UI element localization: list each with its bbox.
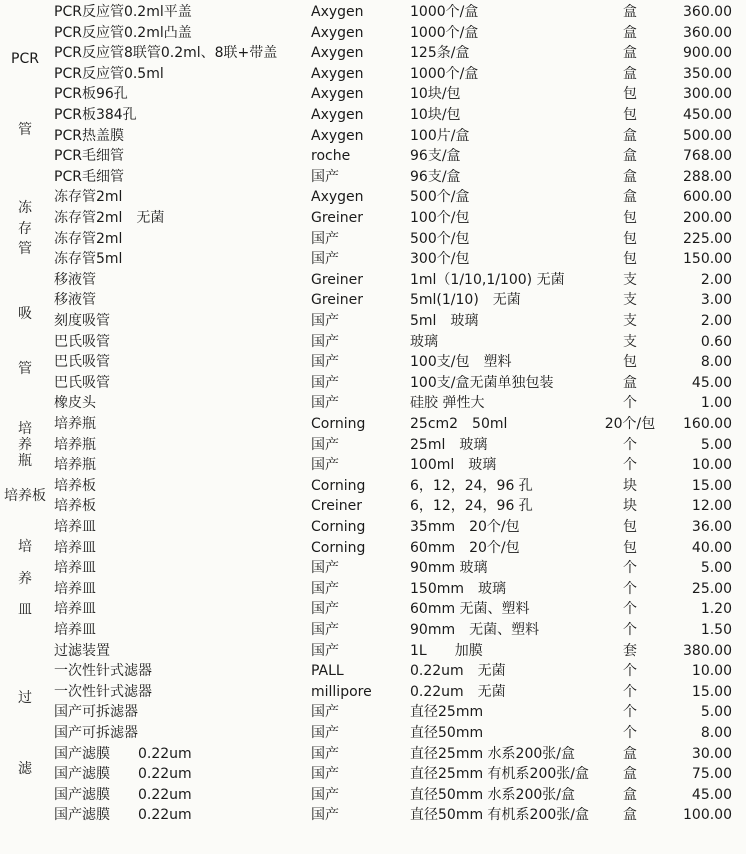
price: 36.00 [691,519,732,535]
spec: 300个/包 [410,251,470,268]
unit: 包 [623,86,637,103]
brand: 国产 [311,622,339,638]
unit: 盒 [623,168,637,185]
spec: 25cm2 50ml [410,416,508,432]
category-char: PCR [11,51,39,68]
brand: Corning [311,477,366,494]
spec: 直径50mm 有机系200张/盒 [410,807,589,824]
unit: 盒 [623,4,637,20]
product-name: 培养板 [54,477,96,494]
brand: 国产 [311,333,339,350]
price: 300.00 [683,86,732,103]
unit: 个 [623,704,637,721]
table-row [0,496,746,517]
unit: 包 [623,539,637,556]
product-name: 冻存管5ml [54,251,123,268]
unit: 块 [623,498,637,515]
category-char: 培养板 [4,488,46,505]
product-name: PCR反应管0.2ml平盖 [54,4,192,20]
spec: 60mm 无菌、塑料 [410,601,530,618]
product-name: 培养皿 [54,622,96,638]
spec: 90mm 无菌、塑料 [410,622,540,638]
product-name: 移液管 [54,271,96,288]
brand: Axygen [311,107,364,123]
table-row [0,126,746,147]
brand: Axygen [311,4,364,20]
unit: 盒 [623,127,637,144]
product-name: 一次性针式滤器 [54,683,152,700]
product-name: 培养板 [54,498,96,515]
table-row [0,702,746,723]
price: 900.00 [683,45,732,62]
product-name: 巴氏吸管 [54,333,110,350]
spec: 1L 加膜 [410,642,483,659]
spec: 直径50mm [410,725,484,741]
unit: 20个/包 [604,416,656,432]
table-row [0,435,746,456]
spec: 100片/盒 [410,127,470,144]
brand: Greiner [311,271,364,288]
brand: 国产 [311,766,339,783]
product-name: 冻存管2ml [54,230,123,247]
price: 15.00 [691,683,732,700]
spec: 0.22um 无菌 [410,663,506,680]
brand: 国产 [311,580,339,597]
product-name: 国产滤膜 0.22um [54,766,192,783]
product-name: 培养皿 [54,580,96,597]
spec: 125条/盒 [410,45,470,62]
table-row [0,579,746,600]
brand: Creiner [311,498,362,515]
unit: 个 [623,601,637,618]
category-char: 管 [18,241,32,258]
price: 350.00 [683,65,732,82]
spec: 5ml(1/10) 无菌 [410,292,521,309]
category-char: 滤 [18,760,32,777]
price: 10.00 [691,457,732,474]
category-char: 培 [18,539,32,556]
brand: Corning [311,519,366,535]
product-name: 培养皿 [54,539,96,556]
brand: millipore [311,683,372,700]
table-row [0,476,746,497]
price: 360.00 [683,24,732,41]
spec: 直径25mm 有机系200张/盒 [410,766,589,783]
product-name: 移液管 [54,292,96,309]
unit: 包 [623,107,637,123]
product-name: 培养皿 [54,560,96,577]
product-name: 冻存管2ml 无菌 [54,210,165,226]
spec: 6，12，24，96 孔 [410,477,533,494]
table-row [0,249,746,270]
price: 1.20 [700,601,732,618]
table-row [0,414,746,438]
spec: 硅胶 弹性大 [410,395,485,412]
unit: 个 [623,457,637,474]
table-row [0,2,746,23]
unit: 个 [623,436,637,453]
product-name: PCR板96孔 [54,86,128,103]
spec: 10块/包 [410,107,461,123]
price: 30.00 [691,745,732,762]
product-name: 国产滤膜 0.22um [54,745,192,762]
table-row [0,558,746,579]
brand: 国产 [311,601,339,618]
price: 288.00 [683,168,732,185]
product-name: 国产可拆滤器 [54,725,138,741]
price: 5.00 [700,704,732,721]
table-row [0,290,746,311]
price: 200.00 [683,210,732,226]
brand: 国产 [311,745,339,762]
price: 15.00 [691,477,732,494]
price: 225.00 [683,230,732,247]
price: 1.00 [700,395,732,412]
brand: 国产 [311,457,339,474]
brand: Axygen [311,127,364,144]
table-row [0,311,746,332]
product-name: 国产滤膜 0.22um [54,807,192,824]
unit: 个 [623,622,637,638]
product-name: 巴氏吸管 [54,354,110,371]
category-char: 吸 [18,306,32,323]
price: 5.00 [700,436,732,453]
brand: 国产 [311,704,339,721]
unit: 个 [623,580,637,597]
product-name: 培养瓶 [54,457,96,474]
spec: 90mm 玻璃 [410,560,488,577]
product-name: PCR毛细管 [54,148,124,165]
price: 0.60 [700,333,732,350]
category-char: 冻 [18,199,32,216]
brand: 国产 [311,313,339,329]
unit: 套 [623,642,637,659]
price: 100.00 [683,807,732,824]
unit: 包 [623,354,637,371]
brand: 国产 [311,725,339,741]
product-name: PCR热盖膜 [54,127,124,144]
table-row [0,64,746,85]
spec: 96支/盒 [410,168,461,185]
price: 45.00 [691,374,732,391]
spec: 500个/盒 [410,189,470,206]
unit: 盒 [623,148,637,165]
category-char: 存 [18,220,32,237]
unit: 包 [623,230,637,247]
unit: 支 [623,292,637,309]
product-name: 培养瓶 [54,436,96,453]
brand: 国产 [311,168,339,185]
price: 2.00 [700,313,732,329]
table-row [0,23,746,44]
brand: Greiner [311,210,364,226]
spec: 100个/包 [410,210,470,226]
table-row [0,455,746,476]
table-row [0,723,746,744]
product-name: 培养皿 [54,519,96,535]
brand: 国产 [311,395,339,412]
category-char: 皿 [18,602,32,619]
product-name: 冻存管2ml [54,189,123,206]
product-name: PCR毛细管 [54,168,124,185]
spec: 1000个/盒 [410,4,479,20]
brand: Axygen [311,24,364,41]
product-name: 巴氏吸管 [54,374,110,391]
price: 160.00 [683,416,732,432]
table-row [0,270,746,291]
brand: 国产 [311,354,339,371]
brand: Axygen [311,189,364,206]
table-row [0,641,746,662]
price: 768.00 [683,148,732,165]
spec: 96支/盒 [410,148,461,165]
table-row [0,208,746,229]
table-row [0,187,746,208]
brand: 国产 [311,436,339,453]
spec: 直径25mm 水系200张/盒 [410,745,575,762]
spec: 100支/包 塑料 [410,354,512,371]
table-row [0,764,746,785]
brand: Corning [311,416,366,432]
price: 360.00 [683,4,732,20]
price: 45.00 [691,786,732,803]
brand: 国产 [311,230,339,247]
category-char: 过 [18,690,32,707]
price: 75.00 [691,766,732,783]
table-row [0,352,746,373]
spec: 0.22um 无菌 [410,683,506,700]
price: 5.00 [700,560,732,577]
spec: 5ml 玻璃 [410,313,479,329]
brand: Axygen [311,65,364,82]
product-name: PCR反应管0.2ml凸盖 [54,24,192,41]
price: 3.00 [700,292,732,309]
unit: 个 [623,725,637,741]
table-row [0,84,746,105]
product-name: PCR板384孔 [54,107,137,123]
unit: 盒 [623,189,637,206]
price: 25.00 [691,580,732,597]
brand: 国产 [311,251,339,268]
brand: Axygen [311,86,364,103]
unit: 盒 [623,374,637,391]
product-name: 培养皿 [54,601,96,618]
spec: 1000个/盒 [410,24,479,41]
table-row [0,146,746,167]
category-char: 养 [18,570,32,587]
spec: 1ml（1/10,1/100) 无菌 [410,271,565,288]
spec: 10块/包 [410,86,461,103]
table-row [0,682,746,703]
brand: Axygen [311,45,364,62]
unit: 个 [623,683,637,700]
unit: 支 [623,313,637,329]
unit: 个 [623,395,637,412]
price: 12.00 [691,498,732,515]
brand: PALL [311,663,344,680]
spec: 1000个/盒 [410,65,479,82]
spec: 150mm 玻璃 [410,580,506,597]
unit: 盒 [623,745,637,762]
price: 8.00 [700,354,732,371]
table-row [0,599,746,620]
category-char: 管 [18,121,32,138]
table-row [0,167,746,188]
price: 380.00 [683,642,732,659]
table-row [0,538,746,559]
unit: 包 [623,519,637,535]
spec: 25ml 玻璃 [410,436,488,453]
table-row [0,517,746,538]
price: 40.00 [691,539,732,556]
spec: 60mm 20个/包 [410,539,520,556]
category-char: 瓶 [18,453,32,470]
table-row [0,105,746,126]
unit: 块 [623,477,637,494]
spec: 100支/盒无菌单独包装 [410,374,554,391]
unit: 盒 [623,65,637,82]
table-row [0,332,746,353]
table-row [0,43,746,64]
unit: 盒 [623,45,637,62]
price: 450.00 [683,107,732,123]
spec: 100ml 玻璃 [410,457,497,474]
unit: 支 [623,333,637,350]
product-name: 培养瓶 [54,416,96,432]
unit: 盒 [623,786,637,803]
category-char: 管 [18,361,32,378]
product-name: 一次性针式滤器 [54,663,152,680]
product-name: 过滤装置 [54,642,110,659]
price: 8.00 [700,725,732,741]
category-char: 培 [18,421,32,438]
table-row [0,805,746,826]
unit: 包 [623,251,637,268]
unit: 支 [623,271,637,288]
brand: 国产 [311,560,339,577]
unit: 个 [623,560,637,577]
table-row [0,620,746,641]
spec: 500个/包 [410,230,470,247]
table-row [0,661,746,682]
unit: 盒 [623,766,637,783]
product-name: 国产可拆滤器 [54,704,138,721]
spec: 6，12，24，96 孔 [410,498,533,515]
price: 10.00 [691,663,732,680]
brand: Greiner [311,292,364,309]
brand: 国产 [311,374,339,391]
category-char: 养 [18,437,32,454]
price: 150.00 [683,251,732,268]
product-name: 橡皮头 [54,395,96,412]
spec: 直径25mm [410,704,484,721]
table-row [0,744,746,765]
table-row [0,229,746,250]
product-name: PCR反应管0.5ml [54,65,164,82]
table-row [0,393,746,414]
spec: 玻璃 [410,333,438,350]
brand: roche [311,148,351,165]
price: 600.00 [683,189,732,206]
brand: 国产 [311,807,339,824]
price: 500.00 [683,127,732,144]
brand: 国产 [311,642,339,659]
unit: 个 [623,663,637,680]
spec: 直径50mm 水系200张/盒 [410,786,575,803]
table-row [0,373,746,394]
price: 2.00 [700,271,732,288]
brand: Corning [311,539,366,556]
product-name: 国产滤膜 0.22um [54,786,192,803]
product-name: 刻度吸管 [54,313,110,329]
unit: 包 [623,210,637,226]
unit: 盒 [623,24,637,41]
product-name: PCR反应管8联管0.2ml、8联+带盖 [54,45,278,62]
table-row [0,785,746,806]
brand: 国产 [311,786,339,803]
price: 1.50 [700,622,732,638]
unit: 盒 [623,807,637,824]
spec: 35mm 20个/包 [410,519,520,535]
